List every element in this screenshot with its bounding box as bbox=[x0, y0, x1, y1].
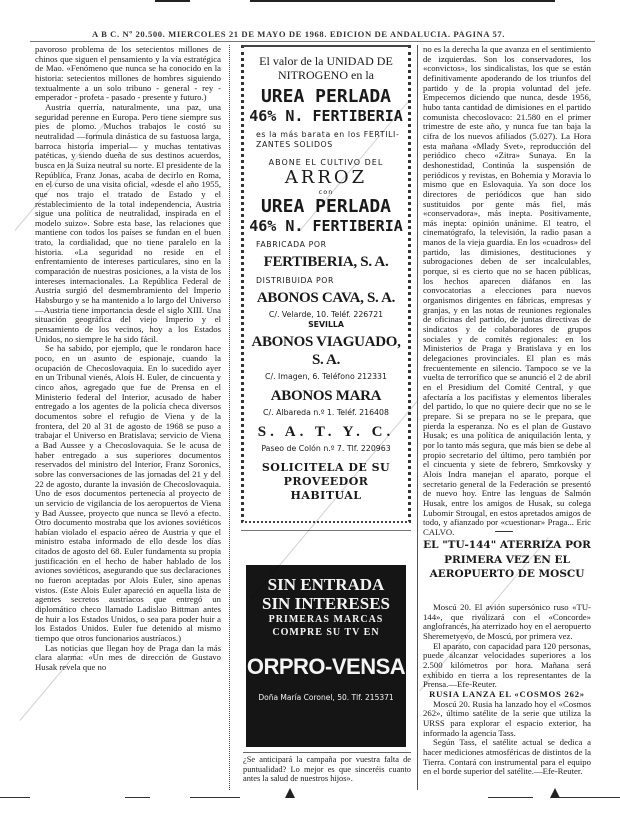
divider bbox=[495, 531, 513, 532]
ad-distributor-name: ABONOS MARA bbox=[270, 388, 382, 404]
ad-line: NITROGENO en la bbox=[278, 68, 374, 82]
ad-connector: con bbox=[318, 188, 334, 196]
ad-distributor-address: C/. Velarde, 10. Teléf. 226721 bbox=[268, 310, 384, 319]
fertilizer-advertisement bbox=[241, 45, 411, 523]
top-rule bbox=[250, 0, 555, 2]
ad-distributor-name: ABONOS VIAGUADO, S. A. bbox=[251, 334, 401, 368]
article-paragraph: Las noticias que llegan hoy de Praga dan la más clara alarma: «Un mes de dirección de Gustavo Husak revela que no bbox=[35, 642, 221, 672]
ad-distributor-address: C/. Imagen, 6. Teléfono 212331 bbox=[265, 372, 387, 381]
story-paragraph: El aparato, con capacidad para 120 personas, puede alcanzar velocidades superiores a los 2.500 kilómetros por hora. Mañana será exhibido en tierra a los representantes de la Prensa.—Efe-Reuter. bbox=[423, 640, 591, 690]
top-rule bbox=[155, 0, 190, 2]
page-header: A B C. Nº 20.500. MIERCOLES 21 DE MAYO DE 1968. EDICION DE ANDALUCIA. PAGINA 57. bbox=[92, 29, 506, 39]
quote-caption: ¿Se anticipará la campaña por vuestra falta de puntualidad? Lo mejor es que sinceréis cuanto antes la salud de nuestros hijos». bbox=[243, 752, 411, 784]
tv-ad-line: COMPRE SU TV EN bbox=[272, 627, 380, 638]
ad-product-name: UREA PERLADA bbox=[260, 196, 392, 217]
tv-ad-address: Doña María Coronel, 50. Tlf. 215371 bbox=[258, 693, 394, 702]
tv-ad-line: SIN ENTRADA bbox=[267, 575, 385, 594]
tv-ad-line: SIN INTERESES bbox=[261, 594, 391, 613]
article-left-column bbox=[35, 45, 221, 790]
ad-product-name: UREA PERLADA bbox=[260, 86, 392, 107]
news-headline: EL "TU-144" ATERRIZA POR PRIMERA VEZ EN EL AEROPUERTO DE MOSCU bbox=[423, 539, 591, 580]
ad-claim: ZANTES SOLIDOS bbox=[256, 140, 333, 149]
column-divider bbox=[417, 45, 418, 790]
ad-closing: SOLICITELA DE SU PROVEEDOR HABITUAL bbox=[261, 461, 391, 502]
footer-rule bbox=[488, 797, 533, 798]
registration-mark-icon bbox=[550, 788, 560, 798]
ad-distributor-address: Paseo de Colón n.º 7. Tlf. 220963 bbox=[261, 444, 391, 453]
footer-rule bbox=[555, 797, 620, 798]
story-paragraph: Moscú 20. El avión supersónico ruso «TU-144», que rivalizará con el «Concorde» anglofrancés, ha aterrizado hoy en el aeropuerto Sheremetyevo, de Moscú, por primera vez. bbox=[423, 602, 591, 641]
ad-manufactured-by: FABRICADA POR bbox=[256, 240, 327, 249]
article-paragraph: no es la derecha la que avanza en el sentimiento de izquierdas. Son los conservadores, los «convictos», los sindicalistas, los que se están definitivamente apoderando de los triunfos del partido y de la propia voluntad del jefe. Empecemos diciendo que nunca, desde 1956, hubo tanta cantidad de dimisiones en el partido comunista checoslovaco: 21.580 en el primer trimestre de este año, y nunca fue tan baja la cifra de los nuevos afiliados (5.027). La Hora esta mañana «Mlady Svet», reproducción del periódico checo «Zitra» Sunaya. En la deshonestidad, Continúa la suspensión de periódicos y revistas, en Bohemia y Moravia lo mismo que en Eslovaquia. Ya son doce los directores de periódicos que han sido sustituidos por gente más fiel, más «conservadora», más inepta. Positivamente, más inepta: opinión unánime. El teatro, el cinematógrafo, la televisión, la radio pasan a manos de la vieja guardia. En los «cuadros» del partido, las dimisiones, destituciones y subrogaciones deben de ser incalculables, porque, si es cierto que no se hacen públicas, los hechos aparecen diáfanos en las convocatorias a elecciones para nuevos organismos dirigentes en fábricas, empresas y granjas, y en las notas de reuniones regionales de oficinas del partido, de juntas directivas de sindicatos y de colaboradores de grupos sociales y de comités regionales: en los Ministerios de Praga y Bratislava y en los delegaciones provinciales. El plan es más frecuentemente en silencio. Tampoco se ve la vuelta de terrorífico que se anunció el 2 de abril en el Presidium del Comité Central, y que afectaría a los pacifistas y elementos liberales del partido, lo que no quiere decir que no se le prepare. Si se prepara no se le prepara, que pierda la esperanza. No es el plan de Gustavo Husak; es una política de aniquilación lenta, y por lo tanto más segura, que más bien se debe al propio secretario del último, pero también por el cincuenta y siete de febrero, Smrkovsky y Alois Indra manejan el aparato, porque el secretario general de la Federación se presentó de nuevo hoy. Entre las lenguas de Salmón Husak, entre los amigos de Husak, su colega Lubomir Strougal, en estos apretados amigos de todo, y afianzado por «cuestionar» Praga... Eric CALVO. bbox=[423, 44, 591, 537]
ad-crop-intro: ABONE EL CULTIVO DEL bbox=[268, 158, 384, 167]
tv-ad-line: PRIMERAS MARCAS bbox=[268, 614, 384, 625]
registration-mark-icon bbox=[285, 788, 295, 798]
ad-distributed-by: DISTRIBUIDA POR bbox=[256, 276, 335, 285]
story-paragraph: Según Tass, el satélite actual se dedica a hacer mediciones atmosféricas de distintos de la Tierra. Contará con instrumental para el equipo en el borde superior del satélite.—Efe-Reuter. bbox=[423, 737, 591, 777]
ad-distributor-address: C/. Albareda n.º 1. Teléf. 216408 bbox=[263, 408, 389, 417]
ad-line: El valor de la UNIDAD DE bbox=[259, 54, 393, 68]
ad-distributor-name: ABONOS CAVA, S. A. bbox=[256, 290, 396, 306]
header-rule bbox=[30, 41, 595, 42]
story-paragraph: Moscú 20. Rusia ha lanzado hoy el «Cosmos 262», último satélite de la serie que utiliza la URSS para explorar el espacio exterior, ha informado la agencia Tass. bbox=[423, 698, 591, 738]
article-paragraph: Se ha sabido, por ejemplo, que le rondaron hace poco, en un asunto de espionaje, cuando la ocupación de Checoslovaquia. En lo sucedido ayer en un Tribunal vienés, Alois H. Euler, de cincuenta y cinco años, agregado que fue de Prensa en el Ministerio federal del Interior, acusado de haber entregado a los agentes de la policía checa diversos documentos sobre el refugio de Viena y de la frontera, del 20 al 31 de agosto de 1968 se puso a trabajar el Universo en Bratislava; servicio de Viena a Bad Aussee y a Checoslovaquia. Se le acusa de haber entregado a sus superiores documentos reservados del ministro del Interior, Franz Soronics, sobre las conversaciones de las jornadas del 21 y del 22 de agosto, durante la invasión de Checoslovaquia. Uno de esos documentos pertenecía al proyecto de un servicio de vigilancia de los aeropuertos de Viena y Bad Aussee, proyecto que nunca se llevó a efecto. Otro documento mostraba que los aviones soviéticos habían violado el espacio aéreo de Austria y que el ministro estaba informado de ello desde los días citados de agosto del 68. Euler fundamenta su propia justificación en el hecho de haber hablado de los aviones soviéticos, asegurando que sus declaraciones no fueron aceptadas por Alois Euler, sino apenas vistos. (Este Alois Euler apareció en aquella lista de agentes secretos austríacos que entregó un diplomático checo llamado Ladislao Bittman antes de huir a los Estados Unidos, o sea para poder huir a los Estados Unidos. Euler fue detenido al mismo tiempo que otros funcionarios austríacos.) bbox=[35, 343, 221, 644]
news-story bbox=[423, 603, 591, 790]
article-paragraph: pavoroso problema de los setecientos millones de chinos que siguen el pensamiento y la vía estratégica de Mao. «Fenómeno que nunca se ha conocido en la historia: setecientos millones de hombres siguiendo textualmente a un solo tribuno - general - rey - emperador - profeta - pasado - presente y futuro.) bbox=[35, 44, 221, 103]
ad-distributor-name: S. A. T. Y. C. bbox=[257, 424, 395, 440]
tv-ad-brand: ORPRO-VENSA bbox=[246, 654, 406, 679]
ad-product-grade: 46% N. FERTIBERIA bbox=[249, 107, 403, 125]
ad-product-grade: 46% N. FERTIBERIA bbox=[249, 217, 403, 235]
article-paragraph: Austria querría, naturalmente, una paz, una seguridad perenne en Europa. Pero tiene siempre sus pies de plomo. Muchos trabajos le costó su neutralidad —formula dinástica de su fastuosa larga, barroca historia imperial— y muchas tentativas patéticas, y siendo dueña de sus destinos acuerdos, busca en la Suiza neutral su norte. El presidente de la República, Franz Jonas, acaba de decirlo en Roma, en el curso de una visita oficial, «desde el año 1955, que nos trajo el tratado de Estado y el restablecimiento de la total independencia, Austria sigue una política de neutralidad, inspirada en el modelo suizo». Sobre esta base, las relaciones que mantiene con todos los países se fundan en el buen trato, la cordialidad, que no tiene paralelo en la historia. «La seguridad no reside en el enfrentamiento de intereses particulares, sino en la comparación de nuestras posiciones, a la vista de los intereses internacionales. La República Federal de Austria surgió del desmembramiento del Imperio Habsburgo y se ha mantenido a lo largo del Universo —Austria tiene importancia desde el siglo XIII. Una situación geográfica del viejo Imperio y el pensamiento de los vecinos, hoy a los Estados Unidos, no siempre le ha sido fácil. bbox=[35, 101, 221, 344]
ad-claim: es la más barata en los FERTILI- bbox=[256, 130, 400, 139]
column-divider bbox=[229, 45, 231, 790]
article-right-column bbox=[423, 44, 591, 537]
footer-rule bbox=[0, 797, 30, 798]
ad-city: SEVILLA bbox=[308, 320, 344, 329]
footer-rule bbox=[125, 797, 150, 798]
footer-rule bbox=[190, 797, 240, 798]
news-subheadline: RUSIA LANZA EL «COSMOS 262» bbox=[429, 688, 585, 699]
ad-manufacturer: FERTIBERIA, S. A. bbox=[263, 254, 389, 270]
ad-crop: ARROZ bbox=[284, 167, 368, 188]
tv-advertisement bbox=[246, 565, 406, 747]
divider bbox=[241, 530, 411, 531]
